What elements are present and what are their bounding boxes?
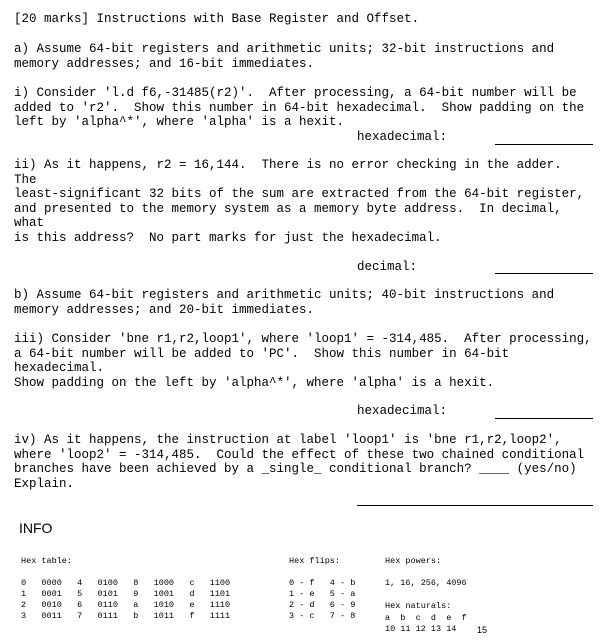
hex-table-row: 0 0000 4 0100 8 1000 c 1100 bbox=[21, 578, 231, 588]
hex-flips-row: 1 - e 5 - a bbox=[289, 589, 356, 599]
hex-powers-title: Hex powers: bbox=[385, 556, 442, 566]
hex-powers-value: 1, 16, 256, 4096 bbox=[385, 578, 467, 588]
hex-flips-row: 2 - d 6 - 9 bbox=[289, 600, 356, 610]
hex-naturals-last: 15 bbox=[477, 625, 488, 635]
hex-naturals-letters: a b c d e f bbox=[385, 613, 467, 623]
part-a-intro: a) Assume 64-bit registers and arithmetic units; 32-bit instructions and memory addresses; and 16-bit immediates. bbox=[14, 42, 555, 71]
question-iii-answer-label: hexadecimal: bbox=[357, 404, 448, 418]
hex-table-title: Hex table: bbox=[21, 556, 73, 566]
question-ii-answer-label: decimal: bbox=[357, 260, 418, 274]
question-header: [20 marks] Instructions with Base Register and Offset. bbox=[14, 12, 420, 26]
part-b-intro: b) Assume 64-bit registers and arithmetic units; 40-bit instructions and memory addresses; and 20-bit immediates. bbox=[14, 288, 555, 317]
question-iv-text: iv) As it happens, the instruction at label 'loop1' is 'bne r1,r2,loop2', where 'loop2' = -314,485. Could the effect of these two chained conditional branches have been achieved by a _single_ conditional branch? ____ (yes/no) Explain. bbox=[14, 433, 585, 491]
hex-table-row: 1 0001 5 0101 9 1001 d 1101 bbox=[21, 589, 231, 599]
hex-naturals-title: Hex naturals: bbox=[385, 601, 452, 611]
question-iii-answer-blank[interactable] bbox=[495, 418, 593, 419]
hex-flips-title: Hex flips: bbox=[289, 556, 341, 566]
question-ii-answer-blank[interactable] bbox=[495, 273, 593, 274]
hex-naturals-numbers: 10 11 12 13 14 bbox=[385, 624, 457, 634]
hex-table-row: 3 0011 7 0111 b 1011 f 1111 bbox=[21, 611, 231, 621]
question-iii-text: iii) Consider 'bne r1,r2,loop1', where 'loop1' = -314,485. After processing, a 64-bit number will be added to 'PC'. Show this number in 64-bit hexadecimal. Show padding on the left by 'alpha^*', where 'alpha' is a hexit. bbox=[14, 332, 592, 390]
question-i-text: i) Consider 'l.d f6,-31485(r2)'. After processing, a 64-bit number will be added to 'r2'. Show this number in 64-bit hexadecimal. Show padding on the left by 'alpha^*', where 'alpha' is a hexit. bbox=[14, 86, 585, 129]
info-title: INFO bbox=[19, 520, 53, 536]
hex-flips-row: 0 - f 4 - b bbox=[289, 578, 356, 588]
hex-flips-row: 3 - c 7 - 8 bbox=[289, 611, 356, 621]
hex-table-row: 2 0010 6 0110 a 1010 e 1110 bbox=[21, 600, 231, 610]
question-i-answer-label: hexadecimal: bbox=[357, 130, 448, 144]
question-iv-answer-blank[interactable] bbox=[357, 505, 593, 506]
question-i-answer-blank[interactable] bbox=[495, 144, 593, 145]
question-ii-text: ii) As it happens, r2 = 16,144. There is no error checking in the adder. The least-significant 32 bits of the sum are extracted from the 64-bit register, and presented to the memory system as a memory byte address. In decimal, what is this address? No part marks for just the hexadecimal. bbox=[14, 158, 585, 245]
